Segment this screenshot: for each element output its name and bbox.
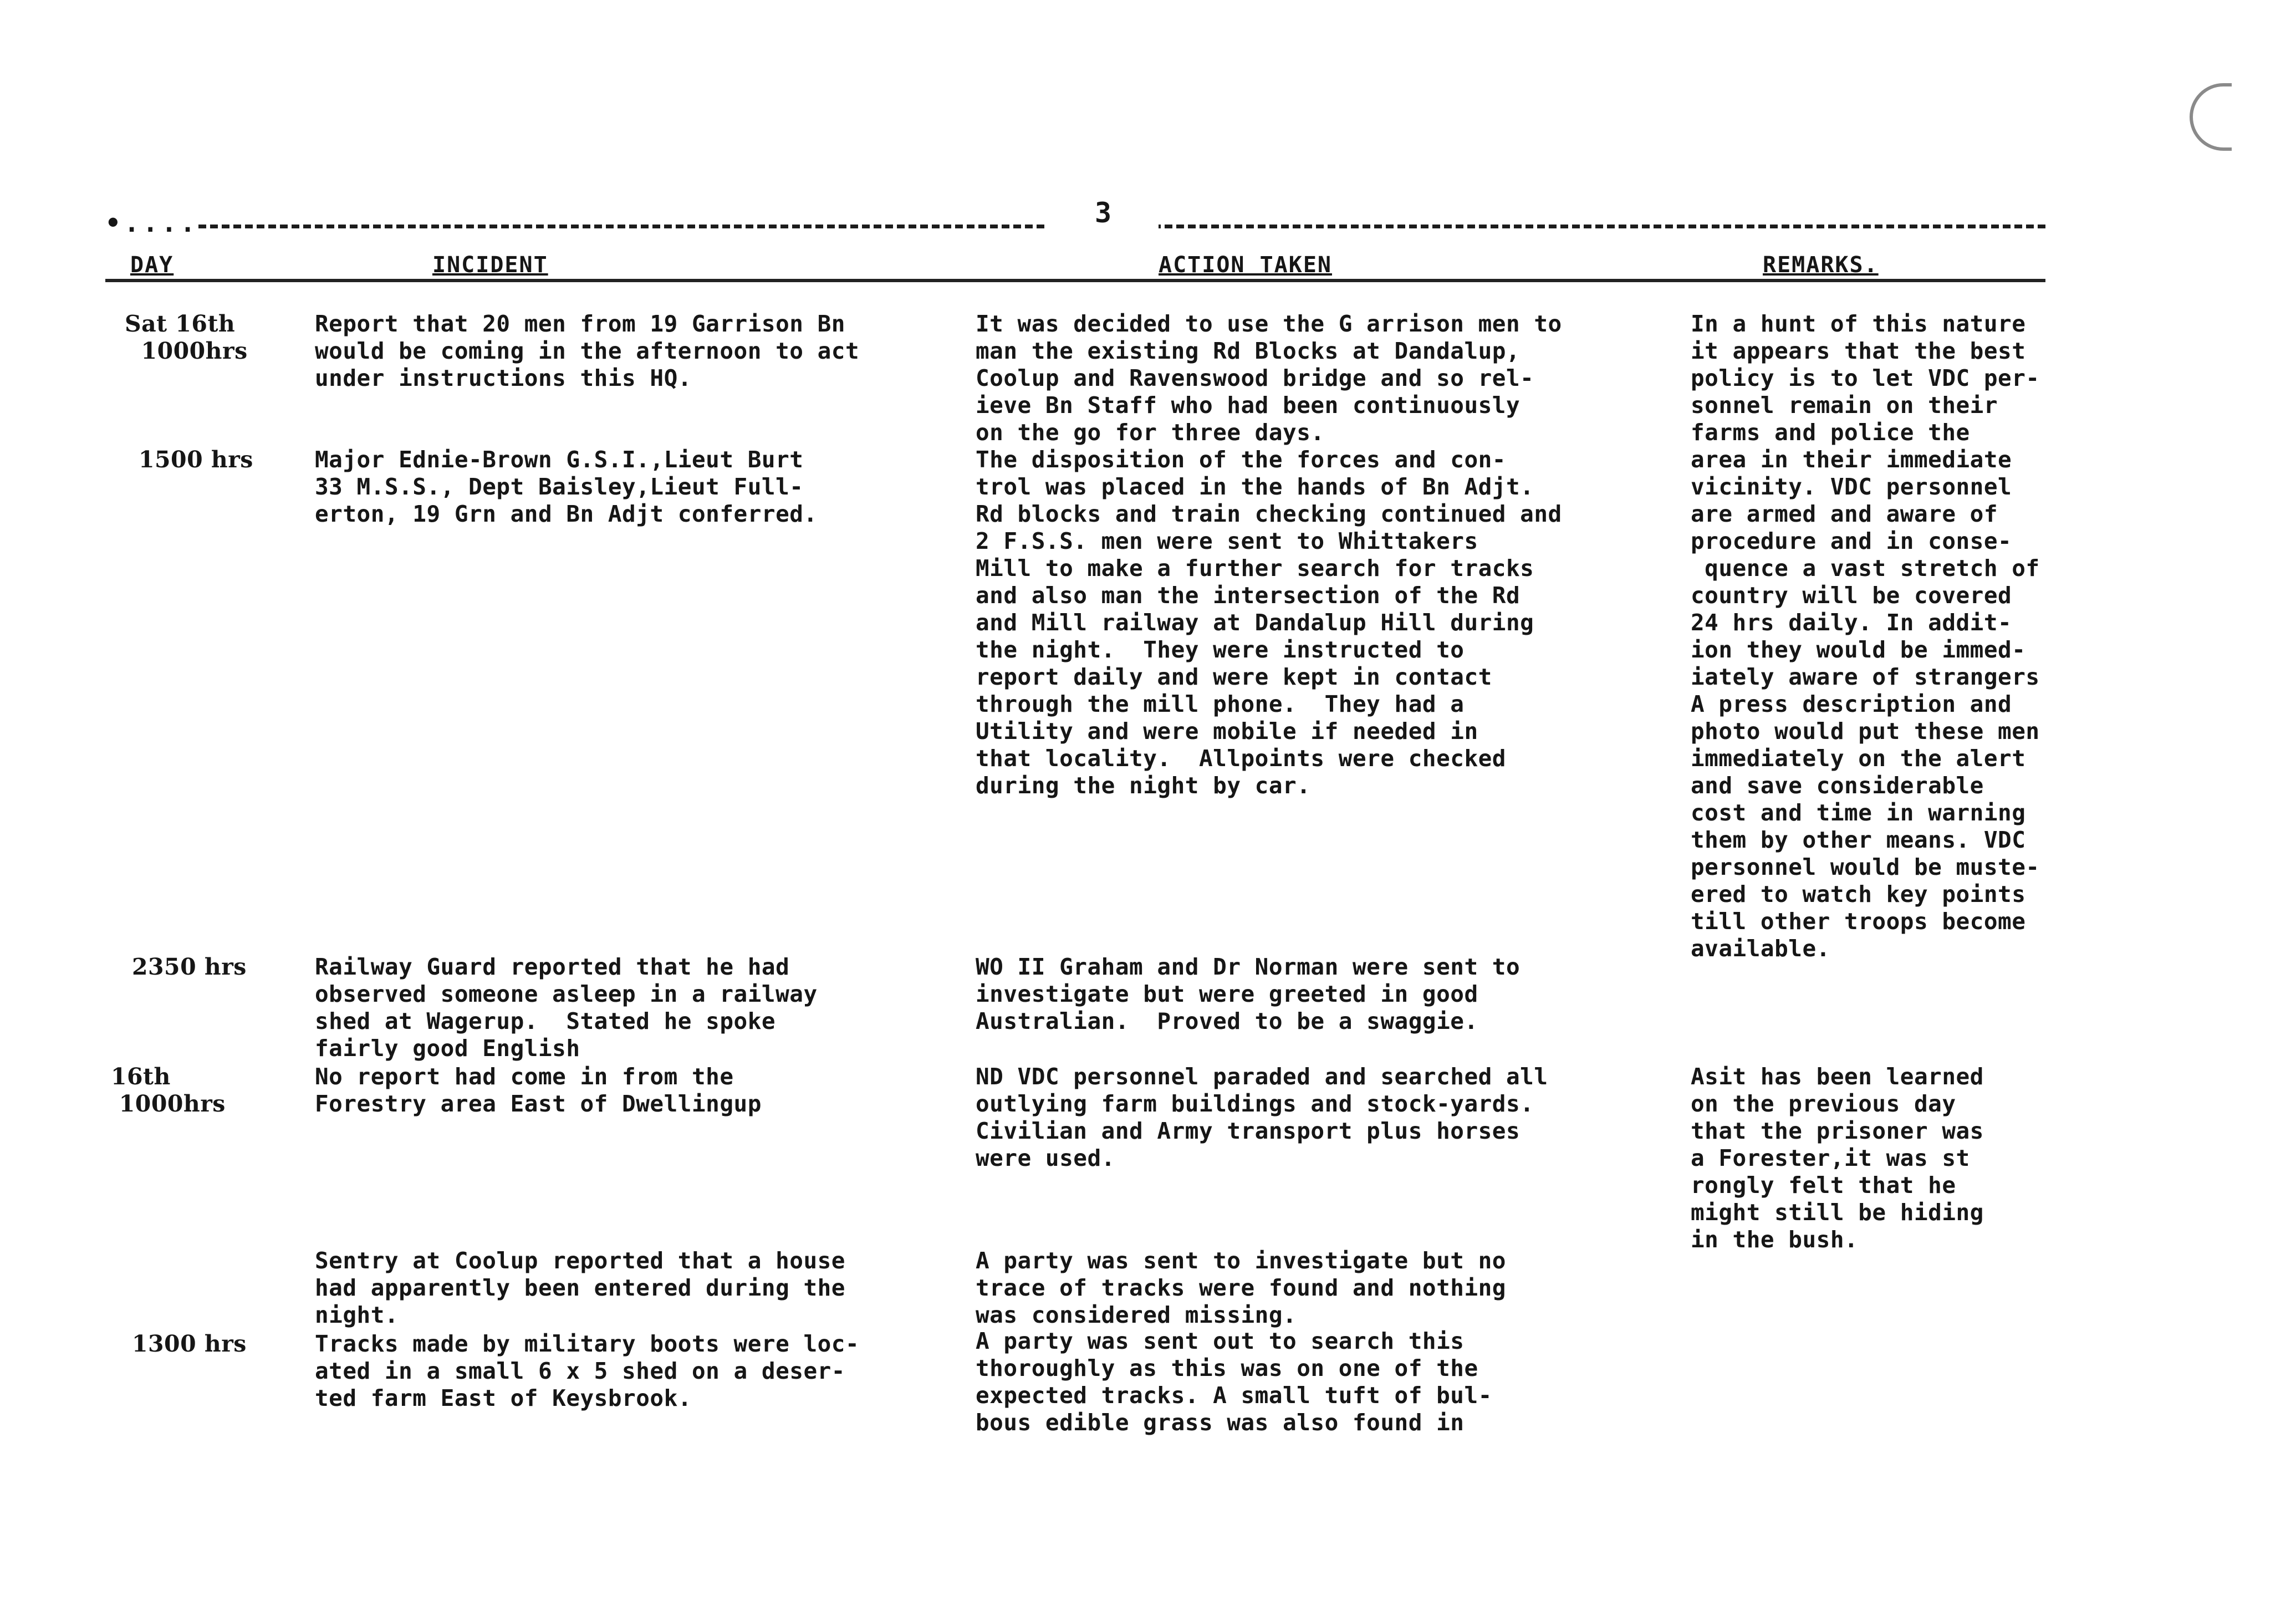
entry-day: Sat 16th 1000hrs (125, 310, 248, 364)
header-action-taken: ACTION TAKEN (1159, 252, 1332, 278)
entry-incident: Major Ednie-Brown G.S.I.,Lieut Burt 33 M.S.S., Dept Baisley,Lieut Full- erton, 19 Grn and Bn Adjt conferred. (315, 446, 818, 527)
entry-action: WO II Graham and Dr Norman were sent to investigate but were greeted in good Australian. Proved to be a swaggie. (976, 954, 1521, 1034)
entry-incident: No report had come in from the Forestry area East of Dwellingup (315, 1063, 762, 1117)
header-remarks: REMARKS. (1763, 252, 1879, 278)
entry-remarks: In a hunt of this nature it appears that the best policy is to let VDC per- sonnel remain on their farms and police the area in their immediate vicinity. VDC personnel are armed and aware of procedure and in conse- quence a vast stretch of country will be covered 24 hrs daily. In addit- ion they would be immed- iately aware of strangers A press description and photo would put these men immediately on the alert and save considerable cost and time in warning them by other means. VDC personnel would be muste- ered to watch key points till other troops become available. (1691, 310, 2040, 962)
entry-action: A party was sent to investigate but no trace of tracks were found and nothing was considered missing. (976, 1247, 1506, 1328)
margin-bracket-mark (2190, 83, 2232, 151)
entry-day: 16th 1000hrs (111, 1063, 226, 1117)
entry-incident: Sentry at Coolup reported that a house had apparently been entered during the night. (315, 1247, 845, 1328)
entry-incident: Railway Guard reported that he had observed someone asleep in a railway shed at Wagerup. Stated he spoke fairly good English (315, 954, 818, 1062)
header-rule (105, 279, 2045, 282)
page-number: 3 (1048, 197, 1159, 229)
entry-action: The disposition of the forces and con- trol was placed in the hands of Bn Adjt. Rd blocks and train checking continued and 2 F.S.S. men were sent to Whittakers Mill to make a further search for tracks and also man the intersection of the Rd and Mill railway at Dandalup Hill during the night. They were instructed to report daily and were kept in contact through the mill phone. They had a Utility and were mobile if needed in that locality. Allpoints were checked during the night by car. (976, 446, 1562, 799)
entry-action: A party was sent out to search this thoroughly as this was on one of the expected tracks. A small tuft of bul- bous edible grass was also found in (976, 1328, 1492, 1436)
entry-remarks: Asit has been learned on the previous day that the prisoner was a Forester,it was st rongly felt that he might still be hiding in the bush. (1691, 1063, 1984, 1253)
leading-dots: •.... (105, 208, 199, 238)
entry-action: It was decided to use the G arrison men to man the existing Rd Blocks at Dandalup, Coolup and Ravenswood bridge and so rel- ieve Bn Staff who had been continuously on the go for three days. (976, 310, 1562, 446)
header-incident: INCIDENT (432, 252, 548, 278)
entry-day: 2350 hrs (132, 954, 247, 980)
entry-action: ND VDC personnel paraded and searched all outlying farm buildings and stock-yards. Civilian and Army transport plus horses were used. (976, 1063, 1548, 1171)
entry-day: 1300 hrs (132, 1330, 247, 1357)
entry-day: 1500 hrs (139, 446, 253, 473)
header-day: DAY (130, 252, 174, 278)
entry-incident: Report that 20 men from 19 Garrison Bn would be coming in the afternoon to act under instructions this HQ. (315, 310, 860, 391)
entry-incident: Tracks made by military boots were loc- ated in a small 6 x 5 shed on a deser- ted farm East of Keysbrook. (315, 1330, 860, 1411)
